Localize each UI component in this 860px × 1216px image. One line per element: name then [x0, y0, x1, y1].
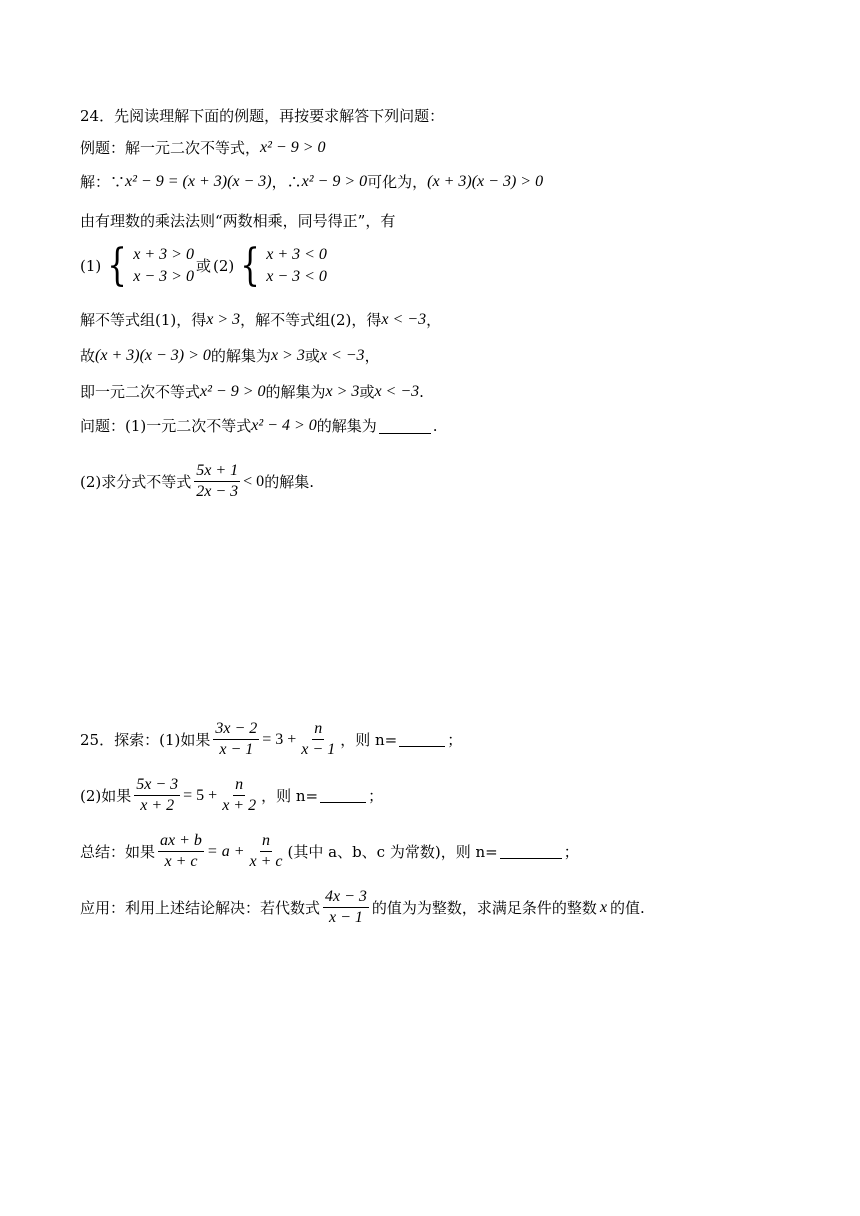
problem1-d: . — [432, 417, 438, 435]
q24-title — [80, 106, 444, 126]
q25-l3-frac2 — [248, 832, 285, 871]
fraction-numerator: n — [233, 776, 245, 796]
step3-b: x² − 9 > 0 — [200, 383, 266, 400]
step1-a: 解不等式组(1)，得 — [80, 311, 207, 329]
fraction-numerator: 5x + 1 — [194, 462, 240, 482]
step2-b: (x + 3)(x − 3) > 0 — [95, 347, 211, 364]
q25-line2 — [80, 776, 383, 815]
answer-blank[interactable] — [379, 419, 431, 434]
case1-row1: x + 3 > 0 — [133, 246, 194, 263]
step1-c: ，解不等式组(2)，得 — [240, 311, 382, 329]
step2-a: 故 — [80, 347, 96, 365]
step1-d: x < −3 — [381, 311, 427, 328]
q25-line1 — [80, 720, 462, 759]
or-text: 或 — [195, 257, 211, 275]
q25-l4-b: 的值为为整数，求满足条件的整数 — [371, 898, 597, 917]
q25-l1-eq: = 3 + — [262, 730, 297, 748]
answer-blank[interactable] — [500, 844, 562, 859]
fraction-numerator: n — [260, 832, 272, 852]
solution-inequality: x² − 9 > 0 — [301, 173, 368, 190]
example-inequality: x² − 9 > 0 — [260, 139, 326, 156]
problem1-a: 问题：(1)一元二次不等式 — [80, 417, 252, 435]
q25-l1-c: ； — [447, 730, 463, 749]
fraction-numerator: ax + b — [158, 832, 204, 852]
q25-l2-c: ； — [368, 786, 384, 805]
step3-d: x > 3 — [325, 383, 360, 400]
step2-d: x > 3 — [270, 347, 305, 364]
problem2-relation: < 0 — [243, 472, 265, 490]
answer-blank[interactable] — [320, 788, 366, 803]
case1-label: (1) — [80, 257, 102, 275]
q25-l4-x: x — [599, 898, 608, 916]
step3-a: 即一元二次不等式 — [80, 383, 201, 401]
example-label: 例题：解一元二次不等式， — [80, 139, 261, 157]
q25-l1-frac1 — [213, 720, 259, 759]
step2-c: 的解集为 — [210, 347, 271, 365]
q24-solution — [80, 172, 543, 192]
q24-example — [80, 138, 326, 158]
fraction-denominator: x + c — [164, 853, 198, 870]
q25-l3-frac1 — [158, 832, 204, 871]
fraction-denominator: x + 2 — [222, 797, 257, 814]
q24-rule — [80, 211, 395, 231]
q25-l2-eq: = 5 + — [183, 786, 218, 804]
q25-l2-a: (2)如果 — [80, 786, 132, 805]
solution-mid: 可化为， — [367, 173, 428, 191]
q25-l3-a: 总结：如果 — [80, 842, 156, 861]
q25-l3-b: (其中 a、b、c 为常数)，则 n= — [287, 842, 498, 861]
q25-l2-frac1 — [134, 776, 180, 815]
step3-e: 或 — [359, 383, 375, 401]
case2-system — [236, 240, 327, 291]
fraction-denominator: x − 1 — [301, 741, 336, 758]
fraction-denominator: x + 2 — [140, 797, 175, 814]
fraction-numerator: 4x − 3 — [323, 888, 369, 908]
q25-l4-a: 应用：利用上述结论解决：若代数式 — [80, 898, 321, 917]
q25-line3 — [80, 832, 579, 871]
q25-l2-frac2 — [220, 776, 258, 815]
step1-e: ， — [426, 311, 442, 329]
solution-prefix: 解：∵ — [80, 173, 126, 191]
fraction-numerator: n — [312, 720, 324, 740]
problem2-fraction — [194, 462, 240, 501]
problem2-b: 的解集. — [264, 472, 314, 491]
case2-row2: x − 3 < 0 — [266, 268, 327, 285]
q24-title-text: 24．先阅读理解下面的例题，再按要求解答下列问题： — [80, 107, 445, 125]
problem1-c: 的解集为 — [316, 417, 377, 435]
q25-l1-b: ，则 n= — [340, 730, 398, 749]
step2-f: x < −3 — [319, 347, 365, 364]
fraction-denominator: x + c — [249, 853, 283, 870]
q24-problem2 — [80, 462, 314, 501]
fraction-denominator: 2x − 3 — [196, 483, 239, 500]
problem1-inequality: x² − 4 > 0 — [251, 417, 317, 434]
fraction-numerator: 5x − 3 — [134, 776, 180, 796]
q24-cases — [80, 240, 329, 291]
brace-icon: { — [240, 240, 261, 291]
answer-blank[interactable] — [399, 732, 445, 747]
q25-l3-eq: = a + — [206, 842, 245, 860]
step2-g: ， — [364, 347, 380, 365]
case2-row1: x + 3 < 0 — [266, 246, 327, 263]
step3-g: . — [419, 383, 424, 401]
q25-l4-c: 的值. — [610, 898, 645, 917]
q25-line4 — [80, 888, 645, 927]
step2-e: 或 — [304, 347, 320, 365]
brace-icon: { — [107, 240, 128, 291]
q24-step1 — [80, 310, 441, 330]
q24-step3 — [80, 382, 424, 402]
q25-l3-c: ； — [563, 842, 579, 861]
fraction-numerator: 3x − 2 — [213, 720, 259, 740]
q25-l4-frac — [323, 888, 369, 927]
solution-factorization: x² − 9 = (x + 3)(x − 3) — [125, 173, 272, 190]
case1-row2: x − 3 > 0 — [133, 268, 194, 285]
step1-b: x > 3 — [206, 311, 241, 328]
step3-c: 的解集为 — [265, 383, 326, 401]
case2-label: (2) — [212, 257, 235, 275]
step3-f: x < −3 — [374, 383, 420, 400]
q24-step2 — [80, 346, 380, 366]
fraction-denominator: x − 1 — [219, 741, 254, 758]
q25-l2-b: ，则 n= — [261, 786, 319, 805]
q25-l1-a: 25．探索：(1)如果 — [80, 730, 211, 749]
solution-therefore: ，∴ — [271, 173, 302, 191]
problem2-a: (2)求分式不等式 — [80, 472, 192, 491]
q24-problem1 — [80, 416, 438, 436]
fraction-denominator: x − 1 — [329, 909, 363, 926]
solution-product: (x + 3)(x − 3) > 0 — [427, 173, 544, 190]
rule-text: 由有理数的乘法法则“两数相乘，同号得正”，有 — [80, 212, 396, 230]
case1-system — [103, 240, 194, 291]
q25-l1-frac2 — [299, 720, 337, 759]
